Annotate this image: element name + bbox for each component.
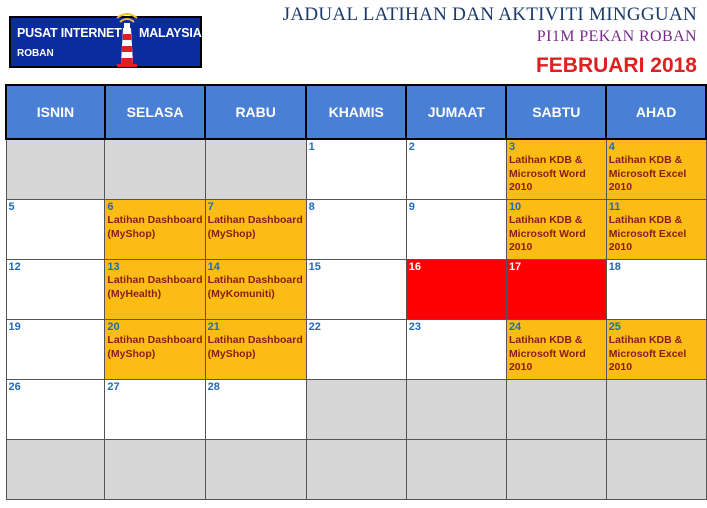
weekday-header: ISNIN bbox=[6, 85, 105, 139]
event-label: Latihan KDB & Microsoft Excel 2010 bbox=[608, 154, 687, 193]
calendar-day[interactable] bbox=[105, 380, 205, 440]
weekday-header-row bbox=[6, 85, 706, 139]
day-number: 2 bbox=[408, 141, 415, 153]
day-number: 24 bbox=[508, 321, 522, 333]
event-label: Latihan KDB & Microsoft Excel 2010 bbox=[608, 334, 687, 373]
month-label: FEBRUARI 2018 bbox=[535, 54, 697, 77]
day-number: 1 bbox=[308, 141, 315, 153]
day-number: 19 bbox=[8, 321, 21, 333]
page-title: JADUAL LATIHAN DAN AKTIVITI MINGGUAN bbox=[282, 4, 697, 25]
day-number: 7 bbox=[207, 201, 214, 213]
calendar-day[interactable] bbox=[6, 260, 105, 320]
day-number: 27 bbox=[107, 381, 120, 393]
day-number: 4 bbox=[608, 141, 615, 153]
calendar-day-empty bbox=[406, 440, 506, 500]
day-number: 9 bbox=[408, 201, 415, 213]
event-label: Latihan Dashboard (MyShop) bbox=[107, 214, 203, 240]
calendar-day-empty bbox=[105, 440, 205, 500]
calendar-day-empty bbox=[406, 380, 506, 440]
calendar-day[interactable] bbox=[6, 380, 105, 440]
calendar-day-empty bbox=[606, 380, 706, 440]
day-number: 14 bbox=[207, 261, 220, 273]
calendar-day[interactable] bbox=[205, 380, 306, 440]
calendar-week-row bbox=[6, 380, 706, 440]
calendar-day-activity[interactable] bbox=[606, 139, 706, 200]
day-number: 3 bbox=[508, 141, 516, 153]
calendar-day-empty bbox=[606, 440, 706, 500]
day-number: 17 bbox=[508, 261, 522, 273]
calendar-day-empty bbox=[205, 440, 306, 500]
calendar-day[interactable] bbox=[6, 320, 105, 380]
calendar-day-activity[interactable] bbox=[205, 320, 306, 380]
calendar-day[interactable] bbox=[306, 139, 406, 200]
weekday-header: AHAD bbox=[606, 85, 706, 139]
calendar-day[interactable] bbox=[6, 200, 105, 260]
day-number: 11 bbox=[608, 201, 621, 213]
day-number: 16 bbox=[408, 261, 421, 273]
calendar-day-activity[interactable] bbox=[105, 200, 205, 260]
calendar-day[interactable] bbox=[306, 260, 406, 320]
calendar-day-empty bbox=[506, 440, 606, 500]
event-label: Latihan Dashboard (MyShop) bbox=[207, 334, 303, 360]
pim-logo bbox=[9, 16, 202, 68]
calendar-day[interactable] bbox=[406, 200, 506, 260]
calendar-week-row bbox=[6, 320, 706, 380]
day-number: 13 bbox=[107, 261, 120, 273]
day-number: 21 bbox=[207, 321, 220, 333]
calendar-day-activity[interactable] bbox=[506, 320, 606, 380]
weekday-header: SELASA bbox=[105, 85, 205, 139]
page-subtitle: PI1M PEKAN ROBAN bbox=[536, 28, 697, 45]
day-number: 22 bbox=[308, 321, 321, 333]
calendar-day-activity[interactable] bbox=[506, 200, 606, 260]
event-label: Latihan KDB & Microsoft Excel 2010 bbox=[608, 214, 687, 253]
day-number: 5 bbox=[8, 201, 15, 213]
calendar-day-activity[interactable] bbox=[205, 260, 306, 320]
lighthouse-icon bbox=[114, 8, 140, 70]
weekday-header: KHAMIS bbox=[306, 85, 406, 139]
calendar-day-empty bbox=[205, 139, 306, 200]
weekday-header: JUMAAT bbox=[406, 85, 506, 139]
calendar-day-activity[interactable] bbox=[606, 320, 706, 380]
calendar-day[interactable] bbox=[306, 200, 406, 260]
logo-text-right: MALAYSIA bbox=[139, 26, 202, 40]
calendar-body bbox=[6, 139, 706, 500]
calendar-week-row bbox=[6, 440, 706, 500]
weekday-header: SABTU bbox=[506, 85, 606, 139]
calendar-day-empty bbox=[306, 440, 406, 500]
calendar-day-activity[interactable] bbox=[105, 260, 205, 320]
day-number: 6 bbox=[107, 201, 114, 213]
calendar-week-row bbox=[6, 139, 706, 200]
calendar-day-empty bbox=[306, 380, 406, 440]
day-number: 28 bbox=[207, 381, 220, 393]
day-number: 10 bbox=[508, 201, 522, 213]
calendar-day-empty bbox=[506, 380, 606, 440]
calendar-day[interactable] bbox=[406, 139, 506, 200]
day-number: 8 bbox=[308, 201, 315, 213]
day-number: 18 bbox=[608, 261, 621, 273]
event-label: Latihan Dashboard (MyShop) bbox=[107, 334, 203, 360]
calendar-week-row bbox=[6, 200, 706, 260]
logo-text-left: PUSAT INTERNET bbox=[17, 26, 122, 40]
calendar-day-holiday[interactable] bbox=[406, 260, 506, 320]
event-label: Latihan KDB & Microsoft Word 2010 bbox=[508, 214, 586, 253]
calendar-day[interactable] bbox=[606, 260, 706, 320]
calendar-day-activity[interactable] bbox=[606, 200, 706, 260]
event-label: Latihan Dashboard (MyShop) bbox=[207, 214, 303, 240]
day-number: 25 bbox=[608, 321, 621, 333]
calendar-table bbox=[5, 84, 707, 500]
calendar-day-activity[interactable] bbox=[506, 139, 606, 200]
day-number: 15 bbox=[308, 261, 321, 273]
calendar-day[interactable] bbox=[406, 320, 506, 380]
calendar-day[interactable] bbox=[306, 320, 406, 380]
calendar-week-row bbox=[6, 260, 706, 320]
event-label: Latihan Dashboard (MyHealth) bbox=[107, 274, 203, 300]
logo-text-location: ROBAN bbox=[17, 48, 54, 59]
event-label: Latihan KDB & Microsoft Word 2010 bbox=[508, 154, 586, 193]
day-number: 26 bbox=[8, 381, 21, 393]
calendar-day-activity[interactable] bbox=[205, 200, 306, 260]
calendar-day-empty bbox=[6, 139, 105, 200]
calendar-day-holiday[interactable] bbox=[506, 260, 606, 320]
day-number: 23 bbox=[408, 321, 421, 333]
day-number: 20 bbox=[107, 321, 120, 333]
calendar-day-activity[interactable] bbox=[105, 320, 205, 380]
event-label: Latihan KDB & Microsoft Word 2010 bbox=[508, 334, 586, 373]
day-number: 12 bbox=[8, 261, 21, 273]
event-label: Latihan Dashboard (MyKomuniti) bbox=[207, 274, 303, 300]
calendar-day-empty bbox=[6, 440, 105, 500]
calendar-day-empty bbox=[105, 139, 205, 200]
weekday-header: RABU bbox=[205, 85, 306, 139]
